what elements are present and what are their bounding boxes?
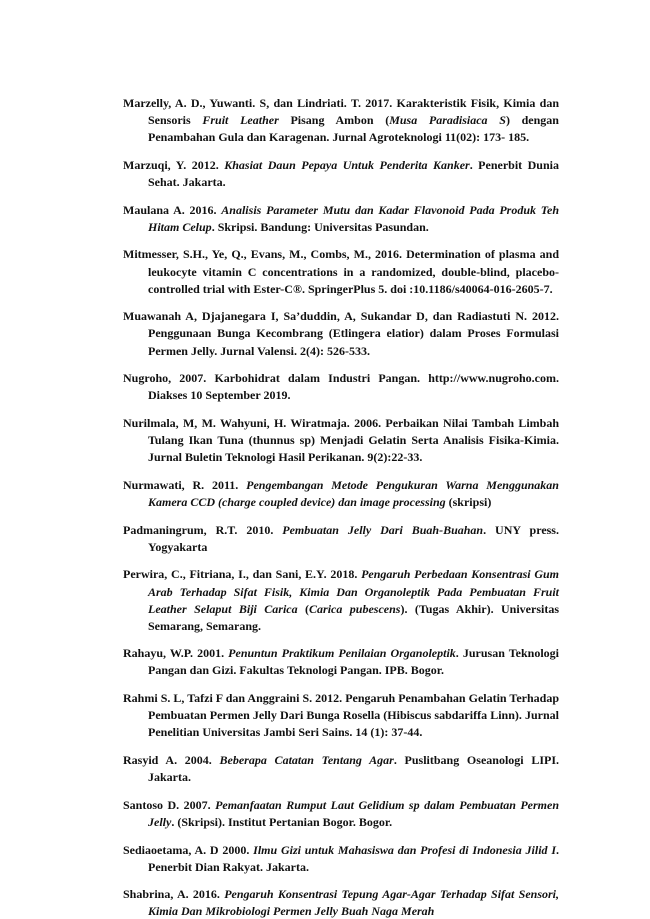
reference-title-italic: Carica pubescens	[309, 601, 401, 616]
reference-entry	[123, 522, 559, 556]
reference-title-italic: Khasiat Daun Pepaya Untuk Penderita Kanker	[224, 157, 470, 172]
reference-text: Maulana A. 2016.	[123, 202, 222, 217]
reference-entry	[123, 477, 559, 511]
reference-text: Shabrina, A. 2016.	[123, 887, 225, 902]
reference-text: Marzuqi, Y. 2012.	[123, 157, 225, 172]
reference-text: Nurmawati, R. 2011.	[123, 477, 247, 492]
reference-text: . Skripsi. Bandung: Universitas Pasundan.	[211, 219, 429, 234]
reference-text: Padmaningrum, R.T. 2010.	[123, 522, 283, 537]
reference-title-italic: Pemanfaatan Rumput Laut Gelidium sp dalam Pembuatan Permen Jelly	[148, 797, 559, 829]
reference-entry	[123, 370, 559, 404]
reference-entry	[123, 157, 559, 191]
reference-text: ). (Tugas Akhir). Universitas Semarang, Semarang.	[148, 601, 560, 633]
reference-text: . (Skripsi). Institut Pertanian Bogor. Bogor.	[171, 814, 393, 829]
reference-text: Sediaoetama, A. D 2000.	[123, 842, 254, 857]
reference-title-italic: Analisis Parameter Mutu dan Kadar Flavonoid Pada Produk Teh Hitam Celup	[148, 202, 559, 234]
reference-text: ) dengan Penambahan Gula dan Karagenan. Jurnal Agroteknologi 11(02): 173- 185.	[148, 113, 559, 145]
reference-list	[123, 95, 559, 919]
reference-entry	[123, 415, 559, 466]
reference-text: Perwira, C., Fitriana, I., dan Sani, E.Y. 2018.	[123, 567, 362, 582]
reference-text: . Penerbit Dian Rakyat. Jakarta.	[148, 842, 559, 874]
reference-text: Pisang Ambon (	[278, 113, 390, 128]
reference-text: Mitmesser, S.H., Ye, Q., Evans, M., Combs, M., 2016. Determination of plasma and leukocyte vitamin C concentrations in a randomized, double-blind, placebo-controlled trial with Ester-C®. SpringerPlus 5. doi :10.1186/s40064-016-2605-7.	[123, 247, 559, 296]
reference-title-italic: Pengembangan Metode Pengukuran Warna Menggunakan Kamera CCD (charge coupled device) dan image processing	[148, 477, 559, 509]
reference-text: . Penerbit Dunia Sehat. Jakarta.	[148, 157, 559, 189]
reference-title-italic: Pengaruh Konsentrasi Tepung Agar-Agar Terhadap Sifat Sensori, Kimia Dan Mikrobiologi Permen Jelly Buah Naga Merah	[148, 887, 560, 919]
reference-title-italic: Penuntun Praktikum Penilaian Organoleptik	[228, 646, 456, 661]
reference-text: (skripsi)	[445, 494, 492, 509]
reference-text: Nugroho, 2007. Karbohidrat dalam Industri Pangan. http://www.nugroho.com. Diakses 10 September 2019.	[123, 371, 559, 403]
reference-entry	[123, 202, 559, 236]
reference-title-italic: Ilmu Gizi untuk Mahasiswa dan Profesi di Indonesia Jilid I	[253, 842, 556, 857]
reference-text: (	[297, 601, 310, 616]
reference-entry	[123, 566, 559, 634]
reference-text: Rahayu, W.P. 2001.	[123, 646, 229, 661]
reference-entry	[123, 95, 559, 146]
reference-text: . Puslitbang Oseanologi LIPI. Jakarta.	[148, 753, 559, 785]
reference-text: Nurilmala, M, M. Wahyuni, H. Wiratmaja. 2006. Perbaikan Nilai Tambah Limbah Tulang Ikan Tuna (thunnus sp) Menjadi Gelatin Serta Analisis Fisika-Kimia. Jurnal Buletin Teknologi Hasil Perikanan. 9(2):22-33.	[123, 415, 559, 465]
reference-text: Santoso D. 2007.	[123, 797, 216, 812]
reference-entry	[123, 645, 559, 679]
reference-title-italic: Musa Paradisiaca S	[389, 113, 506, 128]
reference-entry	[123, 886, 559, 919]
reference-entry	[123, 308, 559, 359]
reference-title-italic: Pembuatan Jelly Dari Buah-Buahan	[282, 522, 484, 537]
reference-entry	[123, 246, 559, 297]
reference-text: . UNY press. Yogyakarta	[148, 522, 559, 554]
reference-text: Marzelly, A. D., Yuwanti. S, dan Lindriati. T. 2017. Karakteristik Fisik, Kimia dan Sensoris	[123, 96, 559, 128]
reference-text: Rahmi S. L, Tafzi F dan Anggraini S. 2012. Pengaruh Penambahan Gelatin Terhadap Pembuatan Permen Jelly Dari Bunga Rosella (Hibiscus sabdariffa Linn). Jurnal Penelitian Universitas Jambi Seri Sains. 14 (1): 37-44.	[123, 691, 559, 740]
reference-text: Rasyid A. 2004.	[123, 753, 220, 768]
reference-entry	[123, 752, 559, 786]
reference-title-italic: Beberapa Catatan Tentang Agar	[219, 753, 394, 768]
reference-entry	[123, 690, 559, 741]
reference-title-italic: Pengaruh Perbedaan Konsentrasi Gum Arab Terhadap Sifat Fisik, Kimia Dan Organoleptik Pada Pembuatan Fruit Leather Selaput Biji Carica	[148, 567, 559, 616]
reference-text: Muawanah A, Djajanegara I, Sa’duddin, A, Sukandar D, dan Radiastuti N. 2012. Penggunaan Bunga Kecombrang (Etlingera elatior) dalam Proses Formulasi Permen Jelly. Jurnal Valensi. 2(4): 526-533.	[123, 309, 559, 358]
reference-entry	[123, 797, 559, 831]
reference-entry	[123, 842, 559, 876]
reference-text: . Jurusan Teknologi Pangan dan Gizi. Fakultas Teknologi Pangan. IPB. Bogor.	[148, 646, 559, 678]
reference-title-italic: Fruit Leather	[202, 113, 279, 128]
